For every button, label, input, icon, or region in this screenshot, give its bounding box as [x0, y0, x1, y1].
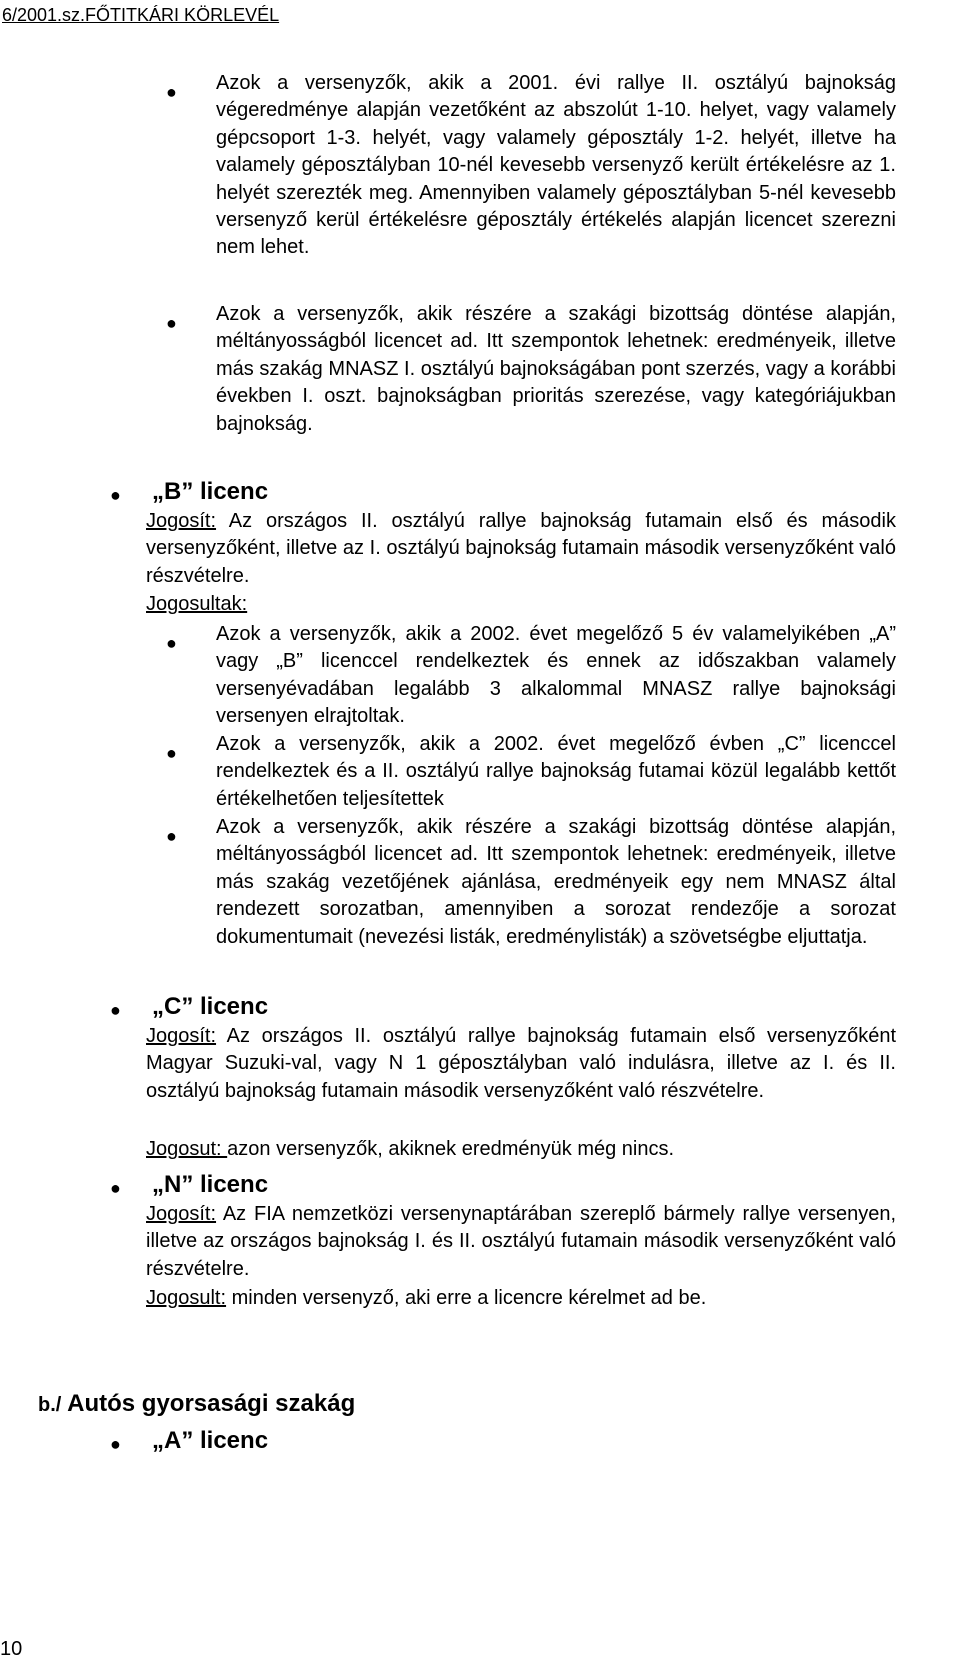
header-title: 6/2001.sz.FŐTITKÁRI KÖRLEVÉL — [2, 5, 280, 25]
bullet-icon: ● — [110, 1434, 121, 1454]
section-heading — [38, 1390, 355, 1418]
c-jogosit-text: Az országos II. osztályú rallye bajnokság futamain első versenyzőként Magyar Suzuki-val, vagy N 1 géposztályban való indulásra, illetve az I. és II. osztályú bajnokság futamain második versenyzőként való részvételre. — [146, 1025, 896, 1102]
c-jogosult-paragraph — [146, 1136, 896, 1163]
bullet-icon: ● — [166, 826, 177, 846]
n-jogosit-text: Az FIA nemzetközi versenynaptárában szereplő bármely rallye versenyen, illetve az országos bajnokság I. és II. osztályú futamain második versenyzőként való részvételre. — [146, 1203, 896, 1280]
c-jogosult-label: Jogosut: — [146, 1138, 228, 1160]
bullet-icon: ● — [166, 633, 177, 653]
c-jogosit-paragraph — [146, 1023, 896, 1105]
list-item: Azok a versenyzők, akik a 2002. évet megelőző 5 év valamelyikében „A” vagy „B” licenccel rendelkeztek és ennek az időszakban valamely versenyévadában legalább 3 alkalommal MNASZ rallye bajnoksági versenyen elrajtoltak. — [216, 623, 896, 728]
c-jogosit-label: Jogosít: — [146, 1025, 217, 1047]
page-number: 10 — [0, 1638, 23, 1660]
page-header — [2, 4, 279, 26]
b-licence-heading: „B” licenc — [152, 478, 269, 505]
n-jogosult-label: Jogosult: — [146, 1287, 227, 1309]
list-item: Azok a versenyzők, akik a 2001. évi rallye II. osztályú bajnokság végeredménye alapján vezetőként az abszolút 1-10. helyet, vagy valamely gépcsoport 1-3. helyét, vagy valamely géposztály 1-2. helyét, illetve ha valamely géposztályban 10-nél kevesebb versenyző került értékelésre az 1. helyét szerezték meg. Amennyiben valamely géposztályban 5-nél kevesebb versenyző kerül értékelésre géposztály értékelés alapján licencet szerezni nem lehet. — [216, 72, 896, 259]
c-licence-heading: „C” licenc — [152, 993, 269, 1020]
b-jogosit-paragraph — [146, 508, 896, 590]
a-licence-heading: „A” licenc — [152, 1427, 269, 1454]
section-prefix: b./ — [38, 1394, 62, 1416]
c-jogosult-text: azon versenyzők, akiknek eredményük még nincs. — [227, 1138, 675, 1160]
n-jogosult-text: minden versenyző, aki erre a licencre kérelmet ad be. — [226, 1287, 707, 1309]
bullet-icon: ● — [110, 485, 121, 505]
n-jogosit-paragraph — [146, 1201, 896, 1283]
list-item: Azok a versenyzők, akik részére a szakági bizottság döntése alapján, méltányosságból licencet ad. Itt szempontok lehetnek: eredményeik, illetve más szakág MNASZ I. osztályú bajnokságában pont szerzés, vagy a korábbi években I. oszt. bajnokságban prioritás szerezése, vagy kategóriájukban bajnokság. — [216, 303, 896, 435]
list-item: Azok a versenyzők, akik részére a szakági bizottság döntése alapján, méltányosságból licencet ad. Itt szempontok lehetnek: eredményeik, illetve más szakág vezetőjének ajánlása, eredményeik egy nem MNASZ által rendezett sorozatban, amennyiben a sorozat rendezője a sorozat dokumentumait (nevezési listák, eredménylisták) a szövetségbe eljuttatja. — [216, 816, 896, 948]
bullet-icon: ● — [110, 1178, 121, 1198]
bullet-icon: ● — [166, 743, 177, 763]
n-licence-heading: „N” licenc — [152, 1171, 269, 1198]
b-jogosit-label: Jogosít: — [146, 510, 217, 532]
bullet-icon: ● — [166, 313, 177, 333]
n-jogosit-label: Jogosít: — [146, 1203, 217, 1225]
list-item: Azok a versenyzők, akik a 2002. évet megelőző évben „C” licenccel rendelkeztek és a II. osztályú rallye bajnokság futamai közül legalább kettőt értékelhetően teljesítettek — [216, 733, 896, 810]
b-jogosultak-label-line — [146, 591, 896, 618]
b-jogosultak-label: Jogosultak: — [146, 593, 248, 615]
b-jogosit-text: Az országos II. osztályú rallye bajnokság futamain első és második versenyzőként, illetve az I. osztályú bajnokság futamain második versenyzőként való részvételre. — [146, 510, 896, 587]
bullet-icon: ● — [110, 1000, 121, 1020]
bullet-icon: ● — [166, 82, 177, 102]
section-title: Autós gyorsasági szakág — [61, 1390, 356, 1417]
n-jogosult-paragraph — [146, 1285, 896, 1312]
